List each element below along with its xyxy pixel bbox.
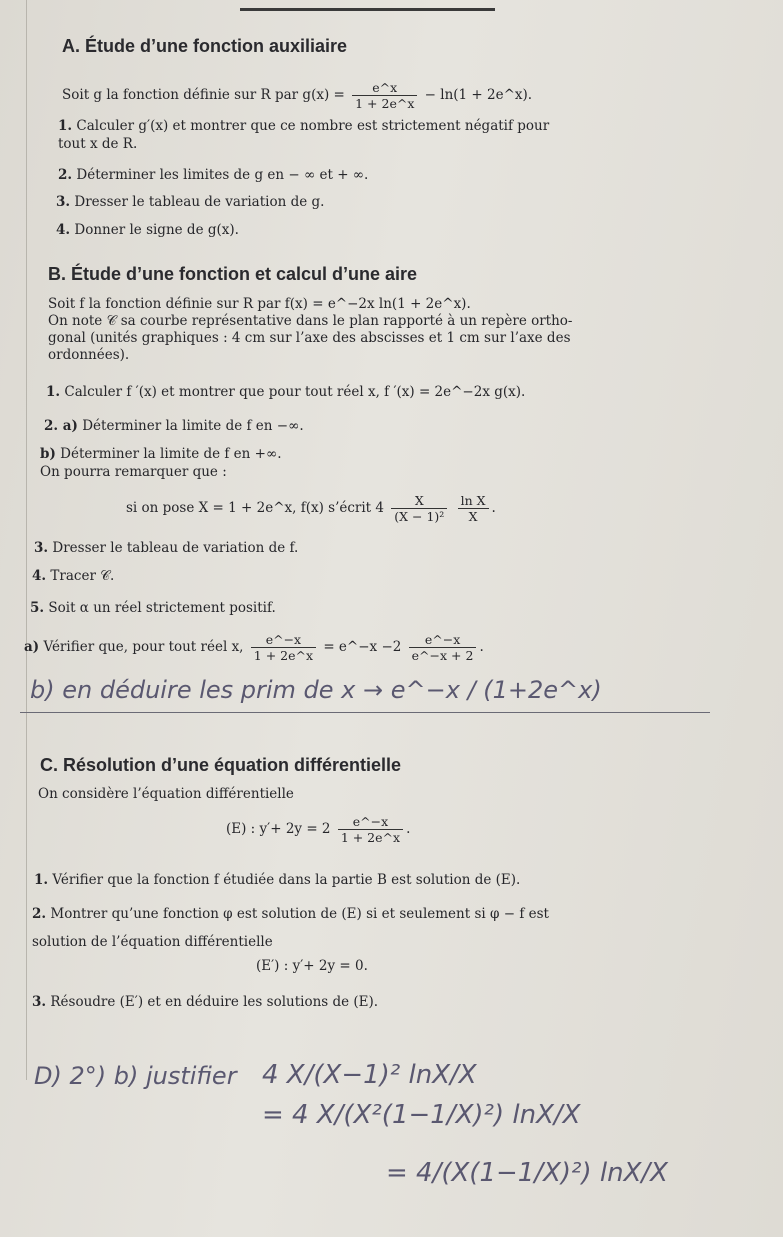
section-b-q4: 4. Tracer 𝒞.: [32, 568, 115, 584]
section-a-q3: 3. Dresser le tableau de variation de g.: [56, 194, 325, 210]
section-b-intro-4: ordonnées).: [48, 347, 130, 363]
section-a-q4: 4. Donner le signe de g(x).: [56, 222, 239, 238]
section-b-title: B. Étude d’une fonction et calcul d’une aire: [48, 264, 418, 284]
section-b-q5: 5. Soit α un réel strictement positif.: [30, 600, 276, 616]
section-c-equation-e: (E) : y′+ 2y = 2 $\frac{e\^{}-x}{1 + 2e\^{}x}$ .: [226, 814, 411, 845]
section-a-title: A. Étude d’une fonction auxiliaire: [62, 36, 348, 56]
section-b-q5a: a) Vérifier que, pour tout réel x, $\frac{e\^{}-x}{1 + 2e\^{}x}$ = e^−x −2 $\frac{e\^{}-x}{e\^{}-x + 2}$ .: [24, 632, 484, 663]
section-b-intro-2: On note 𝒞 sa courbe représentative dans le plan rapporté à un repère ortho-: [48, 313, 573, 329]
section-c-title: C. Résolution d’une équation différentielle: [40, 755, 402, 775]
section-a-intro: Soit g la fonction définie sur R par g(x) = $\frac{e\^{}x}{1 + 2e\^{}x}$ − ln(1 + 2e^x).: [62, 80, 533, 111]
section-b-q1: 1. Calculer f ′(x) et montrer que pour tout réel x, f ′(x) = 2e^−2x g(x).: [46, 384, 526, 400]
section-a-q1: 1. Calculer g′(x) et montrer que ce nombre est strictement négatif pour: [58, 118, 550, 134]
section-b-q3: 3. Dresser le tableau de variation de f.: [34, 540, 299, 556]
handwritten-part-d: D) 2°) b) justifier: [34, 1062, 237, 1090]
section-a-q2: 2. Déterminer les limites de g en − ∞ et + ∞.: [58, 167, 369, 183]
section-b-substitution: si on pose X = 1 + 2e^x, f(x) s’écrit 4 $\frac{X}{\text{(X − 1)²}}$ $\frac{\text{ln X}}{X}$ .: [126, 493, 496, 524]
section-c-q2-cont: solution de l’équation différentielle: [32, 934, 273, 950]
section-b-q2a: 2. a) Déterminer la limite de f en −∞.: [44, 418, 304, 434]
handwritten-eq-rhs: = 4 X/(X²(1−1/X)²) lnX/X: [262, 1100, 581, 1130]
top-rule: [240, 8, 495, 11]
section-b-remark: On pourra remarquer que :: [40, 464, 227, 480]
section-b-intro-1: Soit f la fonction définie sur R par f(x) = e^−2x ln(1 + 2e^x).: [48, 296, 471, 312]
section-c-equation-e-prime: (E′) : y′+ 2y = 0.: [256, 958, 368, 974]
section-b-q2b: b) Déterminer la limite de f en +∞.: [40, 446, 282, 462]
handwritten-underline: [20, 712, 710, 713]
section-b-intro-3: gonal (unités graphiques : 4 cm sur l’axe des abscisses et 1 cm sur l’axe des: [48, 330, 571, 346]
handwritten-eq-lhs: 4 X/(X−1)² lnX/X: [262, 1060, 477, 1090]
section-c-q1: 1. Vérifier que la fonction f étudiée dans la partie B est solution de (E).: [34, 872, 521, 888]
page-fold: [26, 0, 27, 1080]
handwritten-eq-simplified: = 4/(X(1−1/X)²) lnX/X: [386, 1158, 668, 1188]
section-a-q1-cont: tout x de R.: [58, 136, 138, 152]
section-c-q3: 3. Résoudre (E′) et en déduire les solutions de (E).: [32, 994, 379, 1010]
section-c-q2: 2. Montrer qu’une fonction φ est solution de (E) si et seulement si φ − f est: [32, 906, 549, 922]
section-c-intro: On considère l’équation différentielle: [38, 786, 294, 802]
handwritten-question-b: b) en déduire les prim de x → e^−x / (1+2e^x): [30, 676, 602, 704]
